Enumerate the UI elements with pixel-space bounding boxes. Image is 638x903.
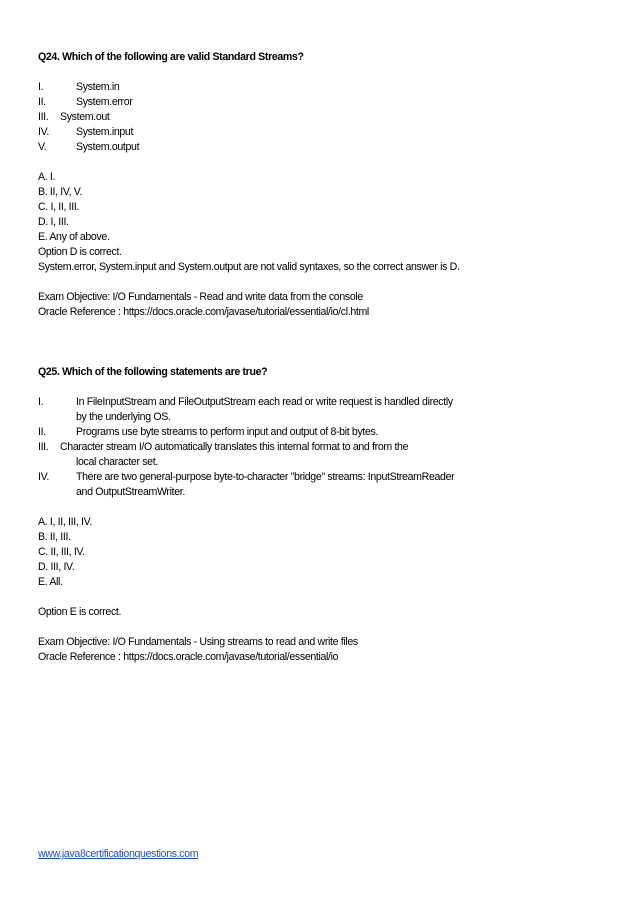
q24-item-number: V. bbox=[38, 141, 47, 153]
q25-item bbox=[38, 440, 618, 455]
q25-title: Q25. Which of the following statements are true? bbox=[38, 366, 268, 378]
q25-item bbox=[38, 425, 618, 440]
q24-item-text: System.output bbox=[76, 141, 140, 153]
document-page bbox=[38, 50, 618, 665]
q25-item-continuation: local character set. bbox=[76, 456, 158, 468]
q24-exam-objective: Exam Objective: I/O Fundamentals - Read and write data from the console bbox=[38, 291, 363, 303]
q25-exam-objective: Exam Objective: I/O Fundamentals - Using streams to read and write files bbox=[38, 636, 358, 648]
q25-answer: Option E is correct. bbox=[38, 606, 122, 618]
q25-item-text: In FileInputStream and FileOutputStream each read or write request is handled directly bbox=[76, 396, 453, 408]
q25-oracle-reference: Oracle Reference : https://docs.oracle.com/javase/tutorial/essential/io bbox=[38, 651, 339, 663]
q25-item bbox=[38, 395, 618, 410]
q24-item-number: III. bbox=[38, 111, 49, 123]
q24-item bbox=[38, 80, 618, 95]
q25-item-number: III. bbox=[38, 441, 49, 453]
q25-item-text: There are two general-purpose byte-to-character "bridge" streams: InputStreamReader bbox=[76, 471, 455, 483]
q24-oracle-reference: Oracle Reference : https://docs.oracle.com/javase/tutorial/essential/io/cl.html bbox=[38, 306, 369, 318]
q25-option: C. II, III, IV. bbox=[38, 546, 85, 558]
q25-item-number: IV. bbox=[38, 471, 49, 483]
q24-item-text: System.input bbox=[76, 126, 134, 138]
q24-option: D. I, III. bbox=[38, 216, 69, 228]
q24-explanation: System.error, System.input and System.output are not valid syntaxes, so the correct answer is D. bbox=[38, 261, 460, 273]
q24-item bbox=[38, 95, 618, 110]
q25-option: B. II, III. bbox=[38, 531, 71, 543]
q24-option: C. I, II, III. bbox=[38, 201, 80, 213]
footer-website-link[interactable]: www.java8certificationquestions.com bbox=[38, 848, 199, 860]
q24-item bbox=[38, 140, 618, 155]
q24-item-number: IV. bbox=[38, 126, 49, 138]
q25-option: A. I, II, III, IV. bbox=[38, 516, 92, 528]
q25-item-number: I. bbox=[38, 396, 44, 408]
q24-item-text: System.in bbox=[76, 81, 120, 93]
q25-option: E. All. bbox=[38, 576, 63, 588]
q24-item-number: II. bbox=[38, 96, 46, 108]
q24-item bbox=[38, 125, 618, 140]
q25-item-number: II. bbox=[38, 426, 46, 438]
q24-answer: Option D is correct. bbox=[38, 246, 122, 258]
q25-item-text: Programs use byte streams to perform input and output of 8-bit bytes. bbox=[76, 426, 379, 438]
q24-item-number: I. bbox=[38, 81, 44, 93]
q24-item-text: System.out bbox=[60, 111, 110, 123]
q24-option: A. I. bbox=[38, 171, 56, 183]
q24-option: E. Any of above. bbox=[38, 231, 110, 243]
q25-item-text: Character stream I/O automatically translates this internal format to and from the bbox=[60, 441, 409, 453]
q24-item-text: System.error bbox=[76, 96, 133, 108]
q24-item bbox=[38, 110, 618, 125]
q25-item bbox=[38, 470, 618, 485]
q25-item-continuation: and OutputStreamWriter. bbox=[76, 486, 185, 498]
q25-option: D. III, IV. bbox=[38, 561, 75, 573]
q25-item-continuation: by the underlying OS. bbox=[76, 411, 171, 423]
q24-option: B. II, IV, V. bbox=[38, 186, 83, 198]
q24-title: Q24. Which of the following are valid Standard Streams? bbox=[38, 51, 304, 63]
